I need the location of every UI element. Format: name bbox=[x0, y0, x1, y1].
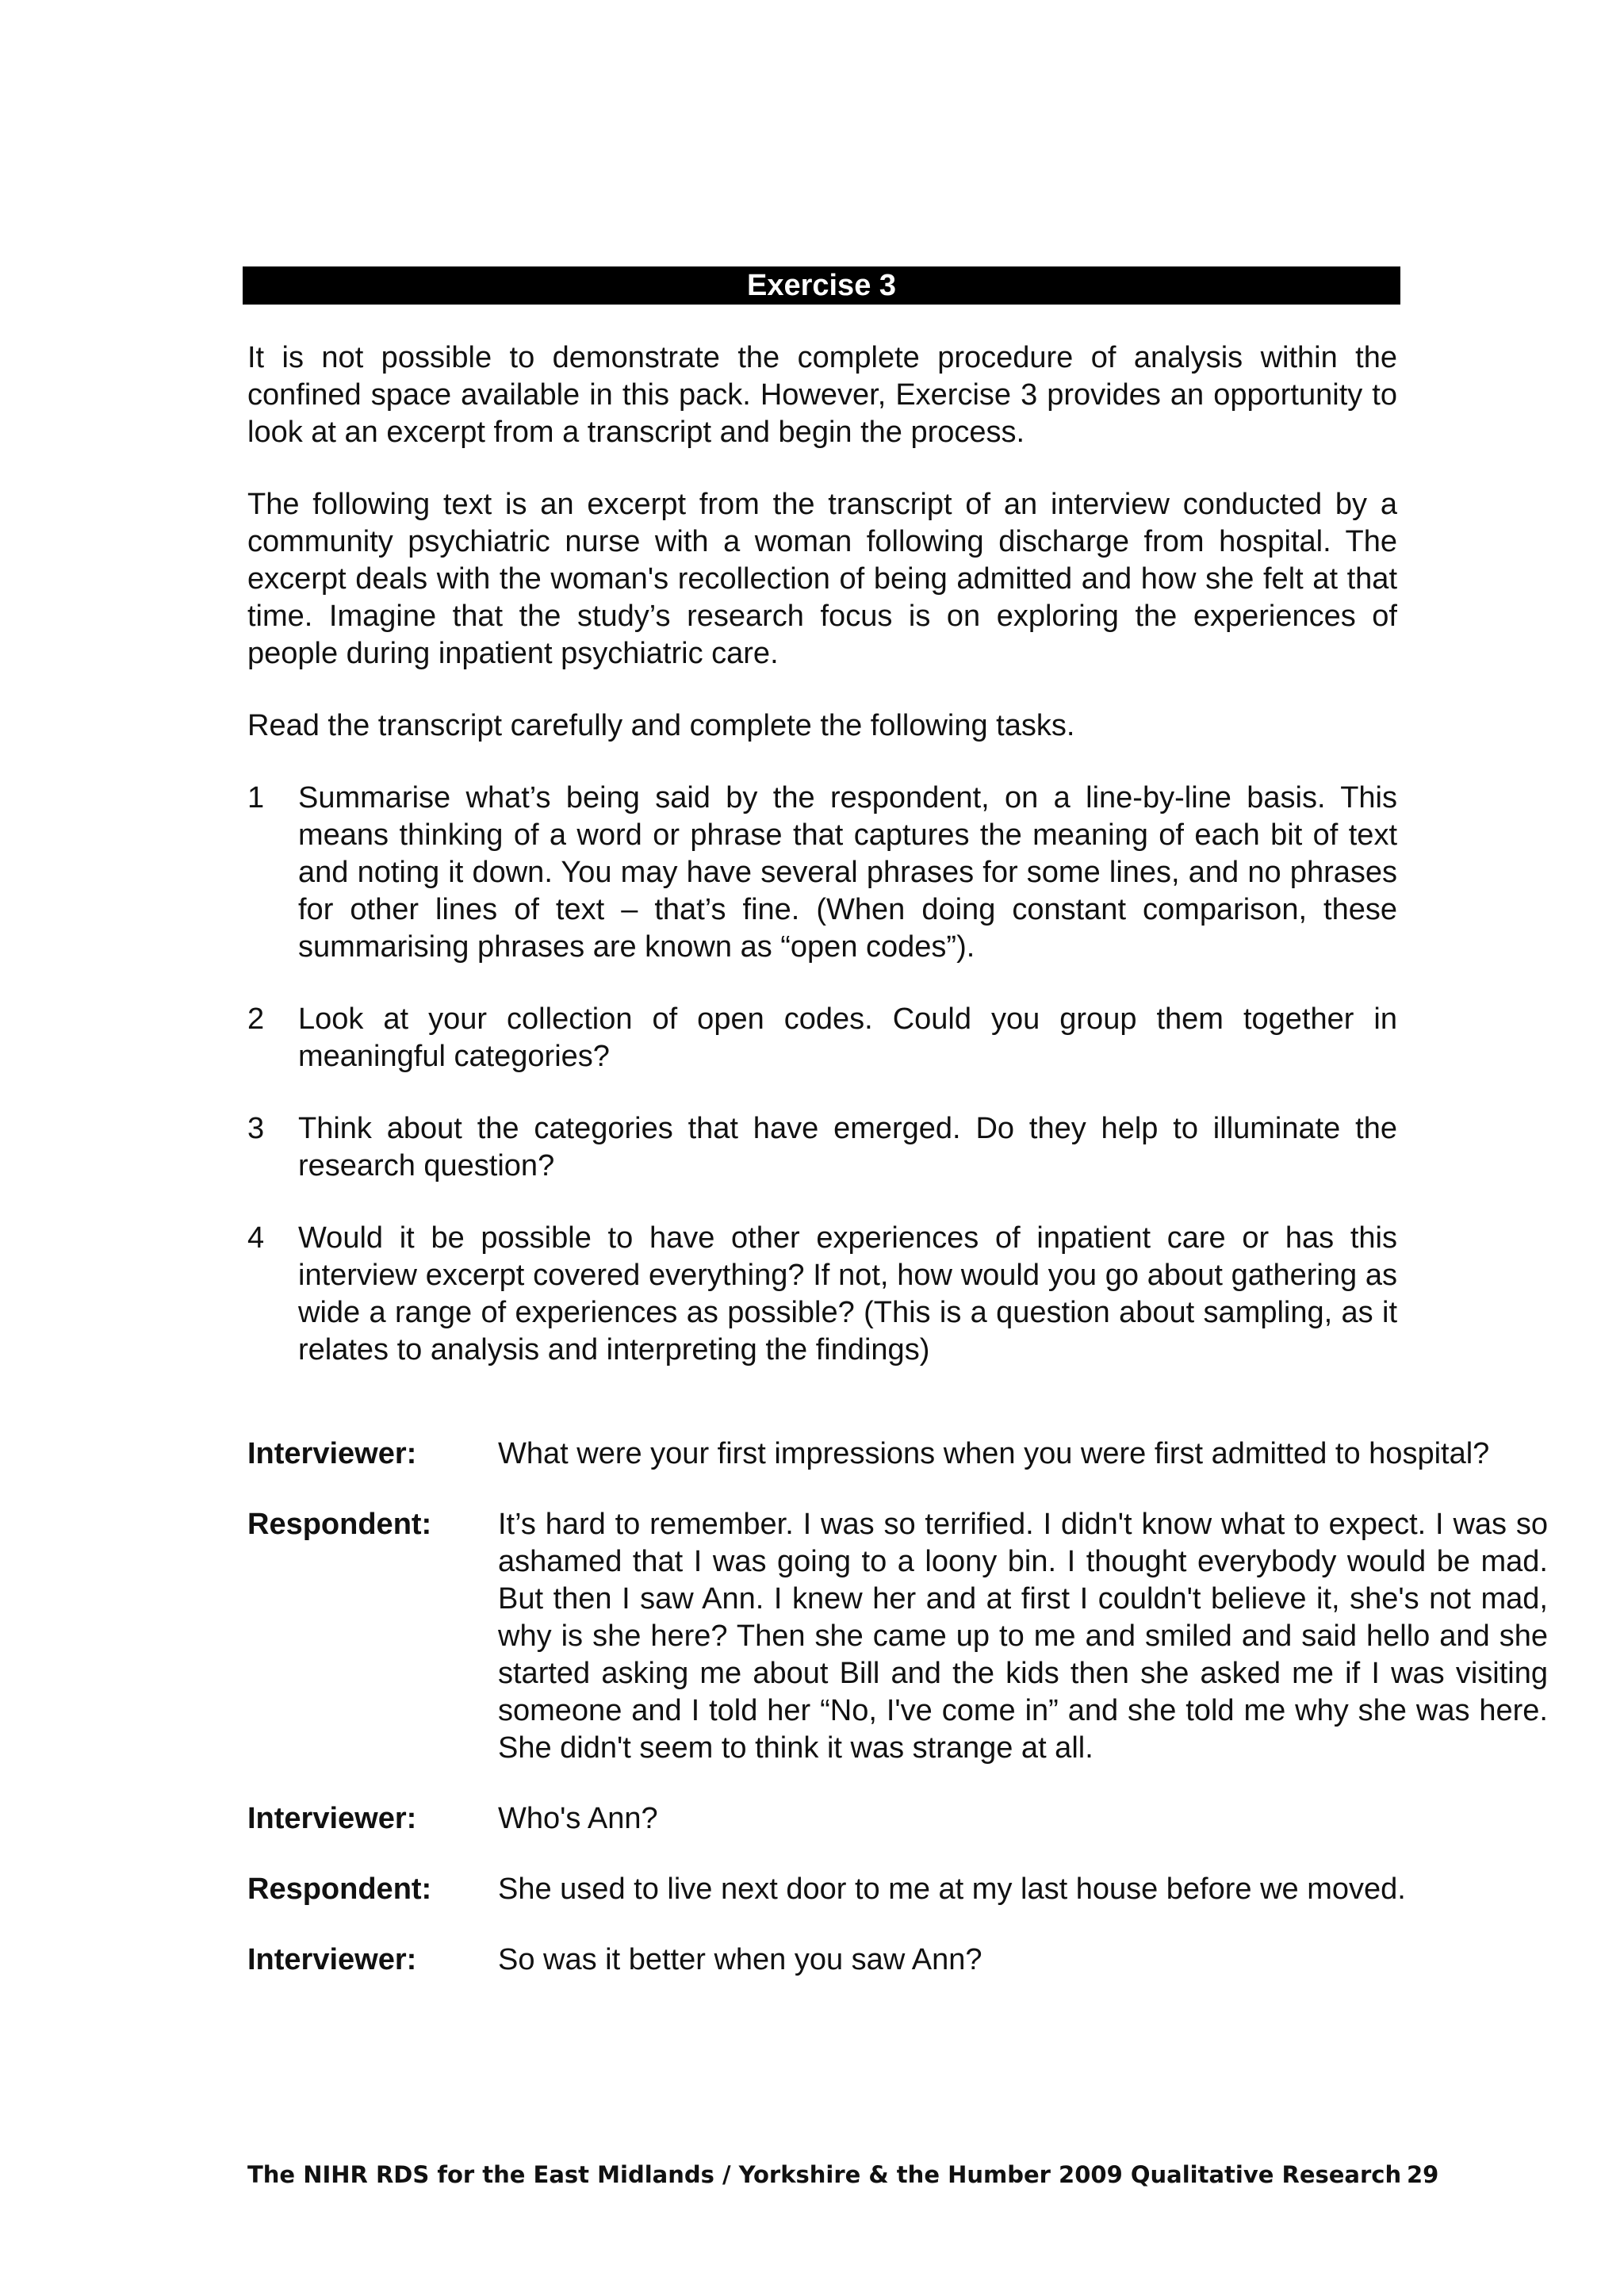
intro-paragraph-2: The following text is an excerpt from the transcript of an interview conducted by a community psychiatric nurse with a woman following discharge from hospital. The excerpt deals with the woman's recollection of being admitted and how she felt at that time. Imagine that the study’s research focus is on exploring the experiences of people during inpatient psychiatric care. bbox=[247, 488, 1397, 670]
task-text: Look at your collection of open codes. Could you group them together in meaningful categories? bbox=[298, 1002, 1397, 1073]
speaker-label: Respondent: bbox=[247, 1872, 432, 1906]
transcript-turn bbox=[247, 1506, 1548, 1767]
task-text: Think about the categories that have emerged. Do they help to illuminate the research question? bbox=[298, 1112, 1397, 1182]
speaker-label: Interviewer: bbox=[247, 1437, 417, 1470]
interview-transcript bbox=[247, 1435, 1548, 2012]
speech-text: So was it better when you saw Ann? bbox=[498, 1943, 982, 1976]
task-text: Would it be possible to have other experiences of inpatient care or has this interview excerpt covered everything? If not, how would you go about gathering as wide a range of experiences as possible? (This is a question about sampling, as it relates to analysis and interpreting the findings) bbox=[298, 1221, 1397, 1366]
footer-text: The NIHR RDS for the East Midlands / Yorkshire & the Humber 2009 Qualitative Research bbox=[247, 2161, 1402, 2188]
task-item-3 bbox=[247, 1110, 1397, 1185]
transcript-turn bbox=[247, 1435, 1548, 1473]
speaker-label: Interviewer: bbox=[247, 1802, 417, 1835]
intro-paragraph-3: Read the transcript carefully and complete the following tasks. bbox=[247, 709, 1075, 742]
speech-text: She used to live next door to me at my last house before we moved. bbox=[498, 1872, 1406, 1906]
speech-text: It’s hard to remember. I was so terrified. I didn't know what to expect. I was so ashamed that I was going to a loony bin. I thought everybody would be mad. But then I saw Ann. I knew her and at first I couldn't believe it, she's not mad, why is she here? Then she came up to me and smiled and said hello and she started asking me about Bill and the kids then she asked me if I was visiting someone and I told her “No, I've come in” and she told me why she was here. She didn't seem to think it was strange at all. bbox=[498, 1508, 1548, 1765]
intro-paragraph-1: It is not possible to demonstrate the complete procedure of analysis within the confined space available in this pack. However, Exercise 3 provides an opportunity to look at an excerpt from a transcript and begin the process. bbox=[247, 341, 1397, 449]
task-number: 3 bbox=[247, 1112, 265, 1145]
speaker-label: Interviewer: bbox=[247, 1943, 417, 1976]
speech-text: Who's Ann? bbox=[498, 1802, 658, 1835]
exercise-title: Exercise 3 bbox=[746, 269, 897, 302]
transcript-turn bbox=[247, 1871, 1548, 1908]
speaker-label: Respondent: bbox=[247, 1508, 432, 1541]
page-number: 29 bbox=[1407, 2161, 1439, 2188]
task-text: Summarise what’s being said by the respondent, on a line-by-line basis. This means thinking of a word or phrase that captures the meaning of each bit of text and noting it down. You may have several phrases for some lines, and no phrases for other lines of text – that’s fine. (When doing constant comparison, these summarising phrases are known as “open codes”). bbox=[298, 781, 1397, 964]
speech-text: What were your first impressions when you were first admitted to hospital? bbox=[498, 1437, 1490, 1470]
task-number: 4 bbox=[247, 1221, 265, 1255]
transcript-turn bbox=[247, 1941, 1548, 1979]
task-item-2 bbox=[247, 1001, 1397, 1075]
task-number: 2 bbox=[247, 1002, 265, 1036]
task-number: 1 bbox=[247, 781, 265, 815]
task-item-4 bbox=[247, 1220, 1397, 1369]
exercise-instructions bbox=[247, 339, 1397, 1404]
transcript-turn bbox=[247, 1800, 1548, 1838]
exercise-title-bar bbox=[243, 266, 1400, 305]
task-item-1 bbox=[247, 780, 1397, 966]
page-footer bbox=[247, 2161, 1437, 2188]
